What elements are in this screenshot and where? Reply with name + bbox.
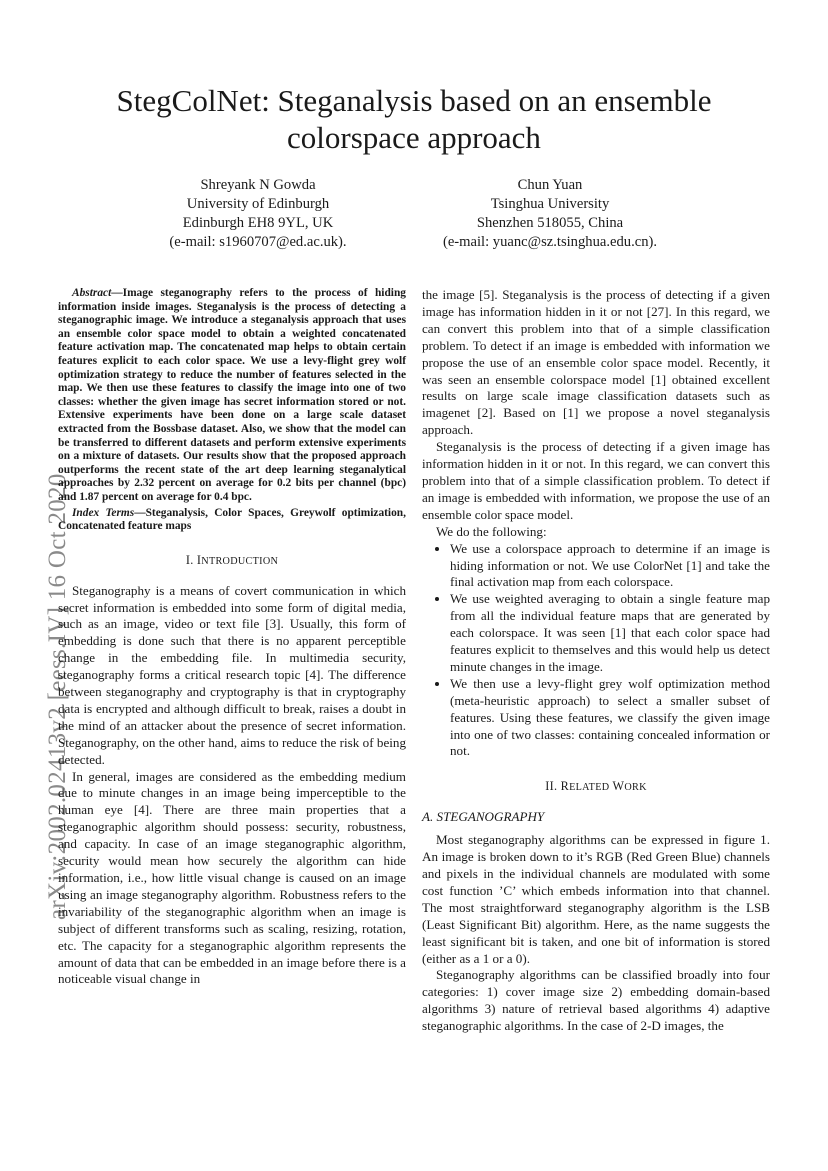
- right-column: [422, 287, 770, 1035]
- related-paragraph-1: Most steganography algorithms can be expressed in figure 1. An image is broken down to it’s RGB (Red Green Blue) channels and pixels in the individual channels are modulated with some cost function ’C’ which embeds information into that channel. The most straightforward steganography algorithm is the LSB (Least Significant Bit) algorithm. Here, as the name suggests the least significant bit is taken, and one bit of information is stored (either as a 1 or a 0).: [422, 832, 770, 966]
- section-heading-introduction: [58, 552, 406, 571]
- heading-initial: I: [196, 552, 202, 567]
- heading-rest: NTRODUCTION: [201, 555, 279, 567]
- author-name: Shreyank N Gowda: [200, 177, 316, 193]
- heading-rest: ELATED: [569, 782, 610, 794]
- author-affiliation: University of Edinburgh: [186, 196, 330, 212]
- list-item: • We use a colorspace approach to determine if an image is hiding information or not. We use ColorNet [1] and take the final activation map from each colorspace.: [450, 541, 770, 592]
- abstract: [58, 287, 406, 505]
- author-address: Shenzhen 518055, China: [476, 215, 624, 231]
- intro-paragraph-5: We do the following:: [436, 523, 547, 539]
- author-address: Edinburgh EH8 9YL, UK: [182, 215, 334, 231]
- section-heading-related-work: [422, 778, 770, 797]
- abstract-text: —Image steganography refers to the process of hiding information inside images. Steganalysis is the process of detecting a steganographic image. We introduce a steganalysis approach that uses an ensemble color space model to obtain a weighted concatenated feature activation map. The concatenated map helps to obtain certain features explicit to each color space. We use a levy-flight grey wolf optimization strategy to reduce the number of features selected in the map. We then use these features to classify the image into one of two classes: whether the given image has secret information stored or not. Extensive experiments have been done on a large scale dataset extracted from the Bossbase dataset. Also, we show that the model can be transferred to different datasets and perform extensive experiments on a mixture of datasets. Our results show that the proposed approach outperforms the recent state of the art deep learning steganalytical approaches by 2.32 percent on average for 0.2 bits per channel (bpc) and 1.87 percent on average for 0.4 bpc.: [58, 287, 406, 503]
- list-item: • We then use a levy-flight grey wolf optimization method (meta-heuristic approach) to select a smaller subset of features. Using these features, we classify the given image into one of two classes: containing concealed information or not.: [450, 676, 770, 761]
- index-terms-text: —Steganalysis, Color Spaces, Greywolf optimization, Concatenated feature maps: [58, 506, 406, 533]
- left-column: [58, 287, 406, 988]
- author-affiliation: Tsinghua University: [490, 196, 610, 212]
- list-item: • We use weighted averaging to obtain a single feature map from all the individual feature maps that are generated by each colorspace. It was seen [1] that each color space had features explicit to themselves and this would help us detect minute changes in the image.: [450, 591, 770, 676]
- intro-paragraph-4: Steganalysis is the process of detecting if a given image has information hidden in it or not. In this regard, we can convert this problem into that of a simple classification problem. To detect if an image is embedded with information, we propose the use of an ensemble color space model.: [422, 439, 770, 522]
- intro-paragraph-2: In general, images are considered as the embedding medium due to minute changes in an image being imperceptible to the human eye [4]. There are three main properties that a steganographic algorithm should possess: security, robustness, and capacity. In case of an image steganographic algorithm, security would mean how securely the algorithm can hide information, i.e., how little visual change is caused on an image using an image steganography algorithm. Robustness refers to the invariability of the steganographic algorithm when an image is subject of different transforms such as scaling, resizing, rotation, etc. The capacity for a steganographic algorithm represents the amount of data that can be embedded in an image before there is a noticeable visual change in: [58, 768, 406, 987]
- heading-initial: R: [560, 779, 570, 794]
- heading-rest: ORK: [624, 782, 647, 794]
- author-name: Chun Yuan: [517, 177, 583, 193]
- author-block-2: [400, 176, 700, 252]
- author-email: (e-mail: yuanc@sz.tsinghua.edu.cn).: [442, 234, 658, 250]
- author-block-1: [108, 176, 408, 252]
- subsection-heading: A. STEGANOGRAPHY: [422, 809, 545, 825]
- heading-initial: W: [612, 779, 625, 794]
- index-terms-label: Index Terms: [72, 506, 135, 519]
- intro-paragraph-3: the image [5]. Steganalysis is the process of detecting if a given image has information hidden in it or not [27]. In this regard, we can convert this problem into that of a simple classification problem. To detect if an image is embedded with information we propose the use of an ensemble color space model. Recently, it was seen an ensemble colorspace model [1] obtained excellent results on large scale image classification datasets such as imagenet [2]. Based on [1] we propose a novel steganalysis approach.: [422, 287, 770, 438]
- arxiv-identifier: arXiv:2002.02413v2 [eess.IV] 16 Oct 2020: [44, 473, 71, 920]
- section-number: I.: [185, 552, 194, 567]
- section-number: II.: [545, 779, 558, 794]
- intro-paragraph-1: Steganography is a means of covert communication in which secret information is embedded into some form of digital media, such as an image, video or text file [3]. Usually, this form of embedding is done such that there is no apparent perceptible change in the embedding file. In multimedia security, steganography forms a critical research topic [4]. The difference between steganography and cryptography is that in cryptography data is encrypted and although difficult to break, raises a doubt in the mind of an attacker about the presence of secret information. Steganography, on the other hand, aims to reduce the risk of being detected.: [58, 582, 406, 767]
- abstract-label: Abstract: [72, 287, 112, 299]
- author-email: (e-mail: s1960707@ed.ac.uk).: [169, 234, 347, 250]
- paper-title: StegColNet: Steganalysis based on an ensemble colorspace approach: [116, 83, 712, 155]
- related-paragraph-2: Steganography algorithms can be classified broadly into four categories: 1) cover image size 2) embedding domain-based algorithms 3) nature of retrieval based algorithms 4) adaptive steganographic algorithms. In the case of 2-D images, the: [422, 967, 770, 1034]
- index-terms: [58, 507, 406, 534]
- contribution-list: [422, 541, 770, 761]
